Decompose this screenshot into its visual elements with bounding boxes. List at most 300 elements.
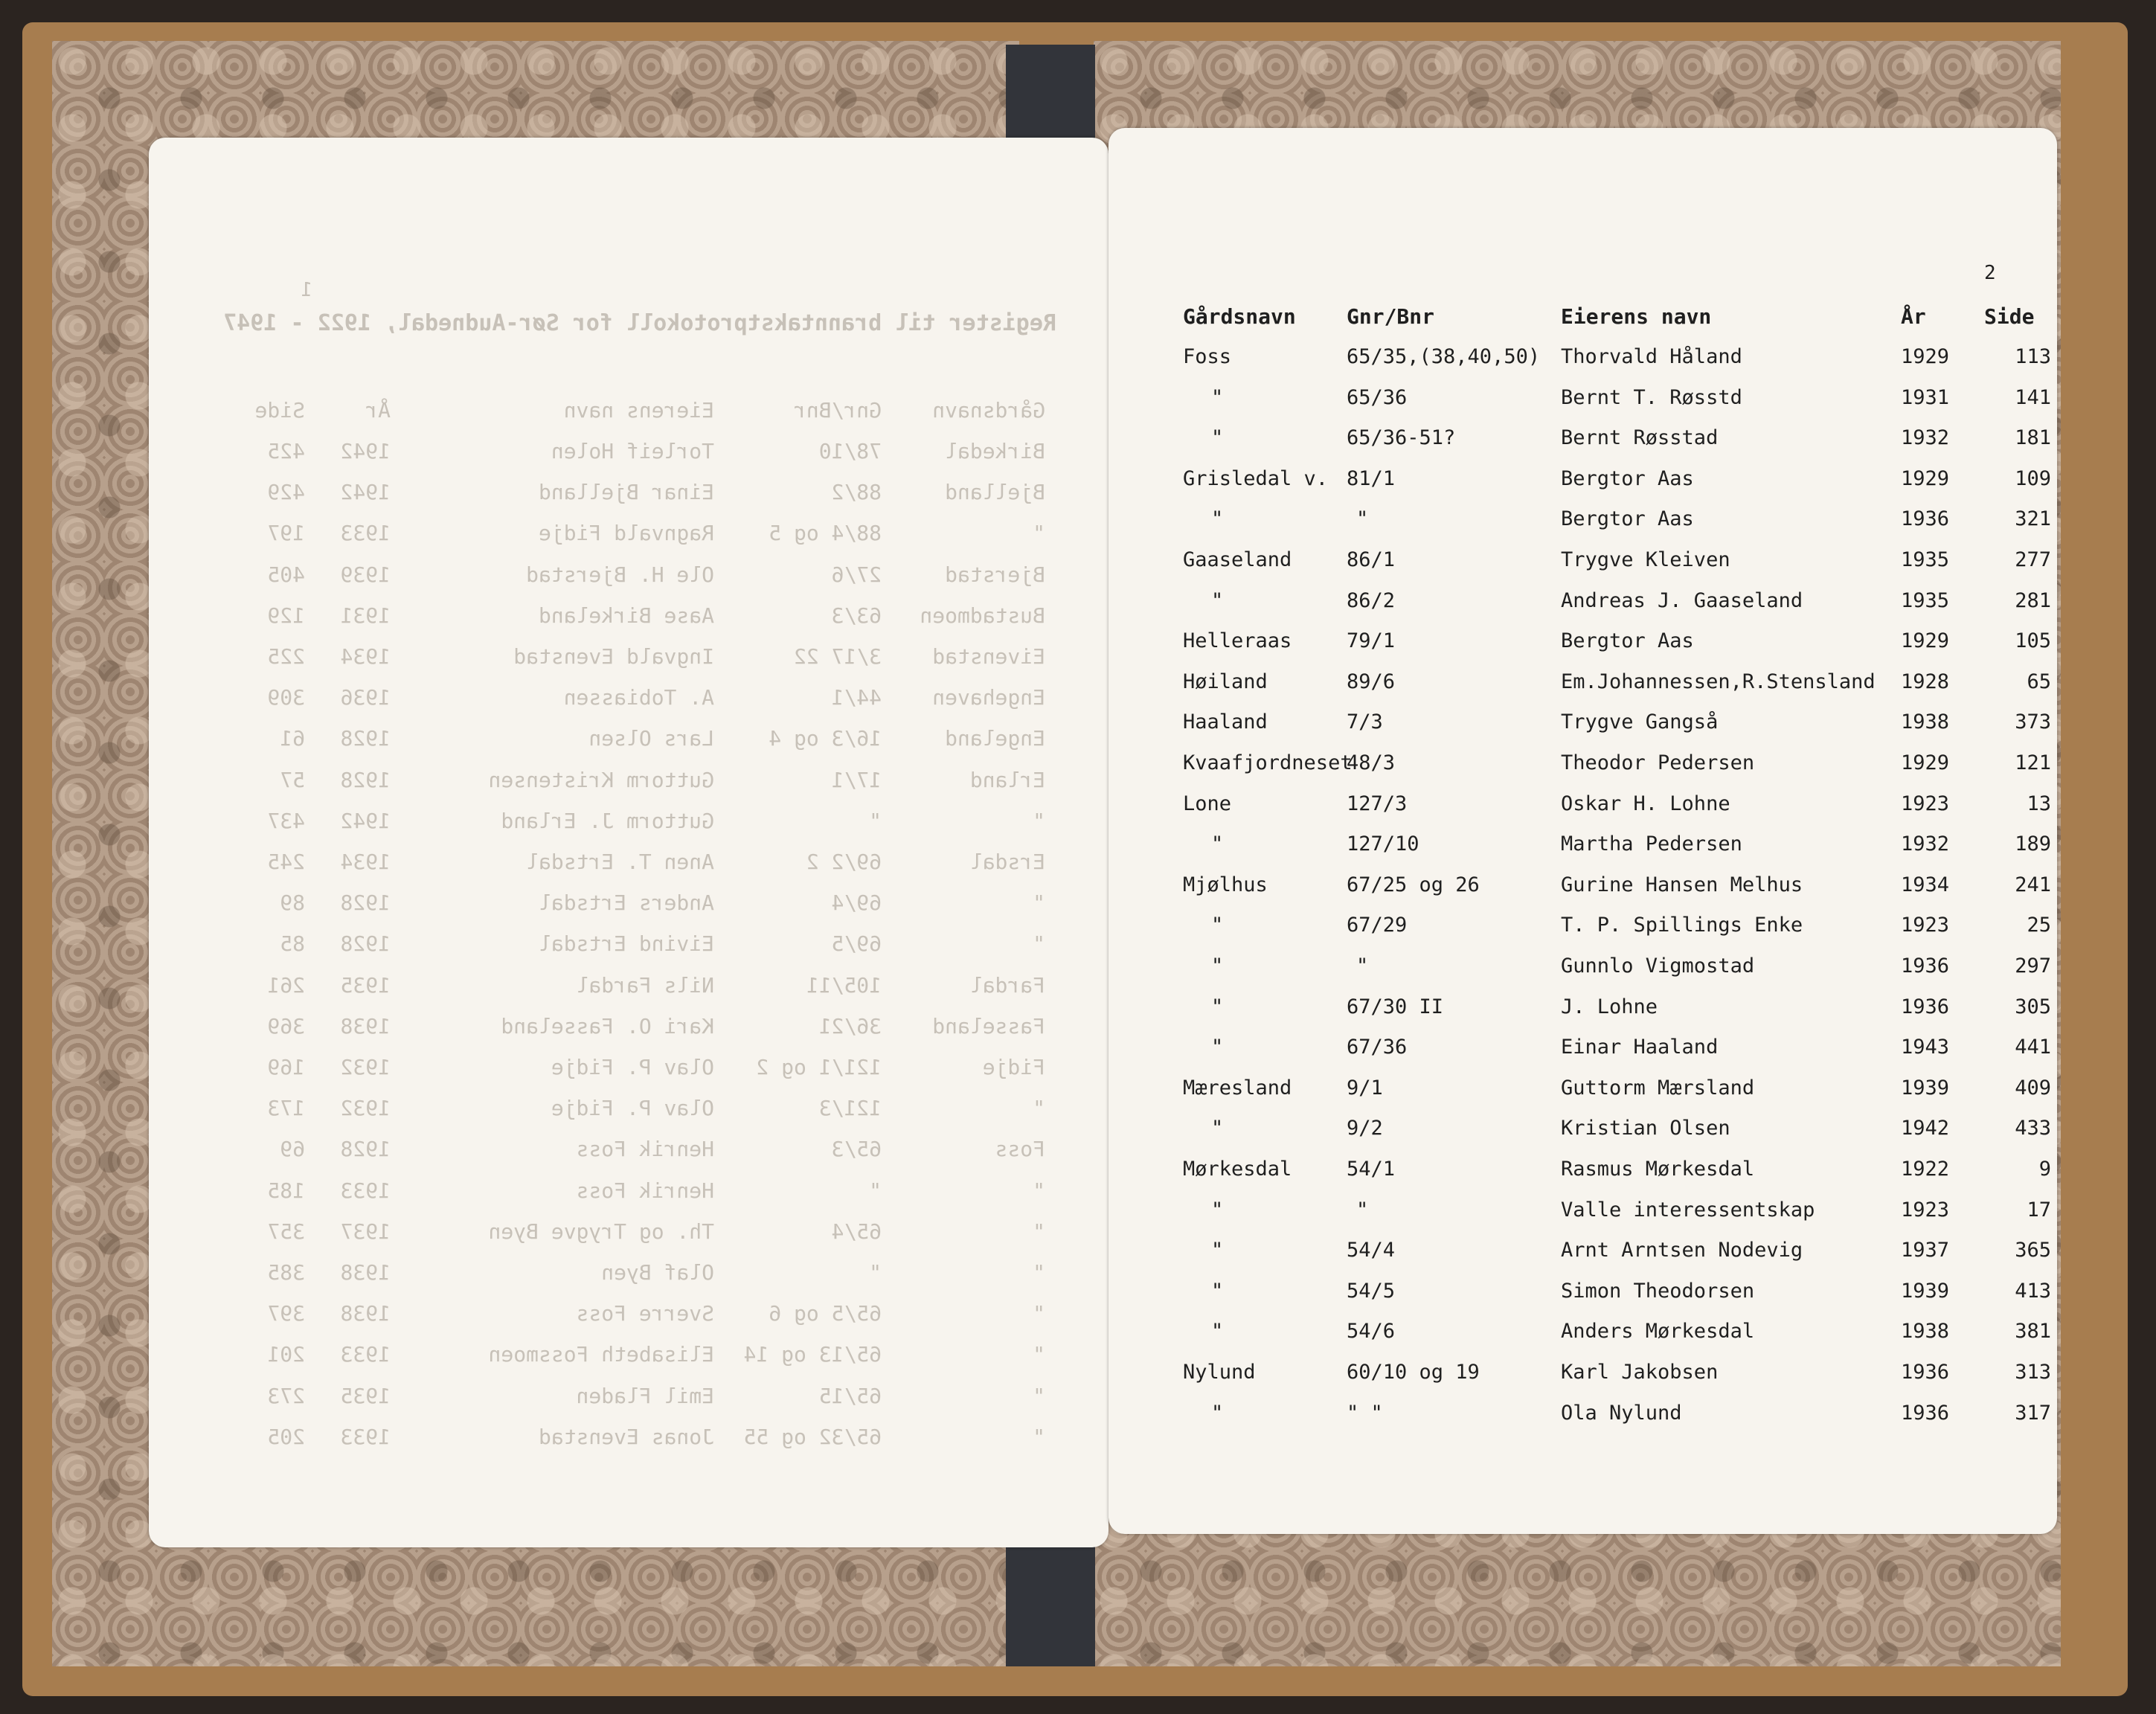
left-row-gnr: 65/4 [831, 1219, 882, 1244]
row-side: 241 [2015, 873, 2051, 896]
left-row-side: 245 [267, 850, 305, 874]
left-row-owner: Henrik Foss [576, 1137, 714, 1162]
left-row-year: 1942 [340, 480, 391, 505]
left-row-name: Birkedal [945, 439, 1045, 463]
row-eierens-navn: Thorvald Håland [1561, 345, 1742, 368]
header-ar: År [1901, 304, 1926, 329]
left-row-side: 89 [280, 890, 305, 916]
left-row-name: " [1033, 1178, 1045, 1203]
left-row-gnr: 121/1 og 2 [756, 1055, 882, 1079]
header-gardsnavn: Gårdsnavn [1183, 304, 1296, 329]
header-gnr-bnr: Gnr/Bnr [1347, 304, 1435, 329]
row-gnr-bnr: 60/10 og 19 [1347, 1361, 1480, 1384]
left-row-gnr: 105/11 [806, 972, 882, 998]
left-row-gnr: 69/5 [831, 931, 882, 957]
left-row-side: 85 [280, 931, 305, 957]
left-row-name: Fardal [969, 972, 1045, 998]
left-row-side: 197 [267, 521, 305, 546]
row-eierens-navn: Gurine Hansen Melhus [1561, 873, 1803, 896]
left-row-gnr: 78/10 [818, 439, 882, 463]
table-row [1109, 1402, 2057, 1442]
row-ar: 1936 [1901, 995, 1950, 1018]
row-side: 297 [2015, 954, 2051, 978]
left-row-owner: Lars Olsen [588, 726, 714, 751]
row-gardsnavn: " [1211, 385, 1224, 409]
row-ar: 1938 [1901, 1320, 1950, 1344]
left-row-owner: Emil Fladen [576, 1383, 714, 1408]
left-row-owner: Anen T. Ertsdal [526, 850, 714, 874]
table-row [1109, 548, 2057, 588]
row-gnr-bnr: 9/1 [1347, 1076, 1383, 1100]
row-gardsnavn: " [1211, 588, 1224, 612]
header-eierens-navn: Eierens navn [1561, 304, 1712, 329]
row-eierens-navn: Andreas J. Gaaseland [1561, 588, 1803, 612]
row-side: 105 [2015, 629, 2051, 653]
left-row-side: 405 [267, 562, 305, 587]
row-eierens-navn: Rasmus Mørkesdal [1561, 1158, 1755, 1181]
left-row-year: 1942 [340, 439, 391, 463]
row-ar: 1936 [1901, 1401, 1950, 1425]
left-row-gnr: 121/3 [818, 1096, 882, 1121]
left-row-gnr: 65/15 [818, 1383, 882, 1408]
left-row-owner: Torleif Holen [551, 439, 714, 463]
left-row-year: 1928 [340, 726, 391, 751]
left-row-owner: Ole H. Bjerstad [526, 562, 714, 587]
row-side: 113 [2015, 345, 2051, 368]
row-eierens-navn: Bernt Røsstad [1561, 426, 1719, 450]
row-ar: 1943 [1901, 1036, 1950, 1059]
row-gnr-bnr: 81/1 [1347, 466, 1396, 490]
left-row-year: 1937 [340, 1219, 391, 1244]
row-gnr-bnr: 54/6 [1347, 1320, 1396, 1344]
row-ar: 1938 [1901, 710, 1950, 734]
left-header-gnr: Gnr/Bnr [793, 398, 882, 423]
row-gardsnavn: " [1211, 1117, 1224, 1140]
left-row-side: 309 [267, 685, 305, 710]
row-eierens-navn: T. P. Spillings Enke [1561, 914, 1803, 937]
row-eierens-navn: Einar Haaland [1561, 1036, 1719, 1059]
row-ar: 1942 [1901, 1117, 1950, 1140]
header-side: Side [1984, 304, 2035, 329]
left-row-gnr: 44/1 [831, 685, 882, 710]
left-row-side: 69 [280, 1137, 305, 1162]
row-ar: 1932 [1901, 832, 1950, 856]
table-row [1109, 832, 2057, 873]
left-row-name: " [1033, 1424, 1045, 1449]
left-row-name: " [1033, 1301, 1045, 1326]
left-row-side: 369 [267, 1013, 305, 1039]
row-gardsnavn: Mjølhus [1183, 873, 1268, 896]
row-side: 413 [2015, 1279, 2051, 1303]
row-side: 277 [2015, 548, 2051, 571]
row-ar: 1928 [1901, 670, 1950, 693]
row-gardsnavn: " [1211, 1036, 1224, 1059]
left-row-name: Bustadmoen [920, 603, 1045, 628]
table-row [1109, 1361, 2057, 1401]
row-gnr-bnr: 67/29 [1347, 914, 1408, 937]
left-row-year: 1928 [340, 767, 391, 792]
left-row-name: Erland [969, 767, 1045, 792]
row-side: 141 [2015, 385, 2051, 409]
left-row-year: 1934 [340, 850, 391, 874]
row-gnr-bnr: 67/36 [1347, 1036, 1408, 1059]
left-row-gnr: 65/3 [831, 1137, 882, 1162]
left-row-gnr: " [869, 808, 882, 833]
row-side: 381 [2015, 1320, 2051, 1344]
left-row-year: 1931 [340, 603, 391, 628]
left-page [149, 138, 1109, 1547]
row-eierens-navn: Trygve Gangså [1561, 710, 1719, 734]
left-row-year: 1934 [340, 644, 391, 669]
table-row [1109, 914, 2057, 954]
row-gardsnavn: " [1211, 426, 1224, 450]
row-side: 433 [2015, 1117, 2051, 1140]
table-row [1109, 670, 2057, 710]
row-gardsnavn: Mørkesdal [1183, 1158, 1292, 1181]
right-page [1109, 128, 2057, 1534]
row-gardsnavn: Kvaafjordneset [1183, 751, 1353, 774]
row-eierens-navn: Em.Johannessen,R.Stensland [1561, 670, 1876, 693]
left-row-year: 1938 [340, 1301, 391, 1326]
left-page-bleed-through [149, 138, 1109, 1547]
row-side: 409 [2015, 1076, 2051, 1100]
row-gardsnavn: " [1211, 954, 1224, 978]
left-row-owner: Olav P. Fidje [551, 1055, 714, 1079]
left-row-year: 1938 [340, 1013, 391, 1039]
row-eierens-navn: Simon Theodorsen [1561, 1279, 1755, 1303]
left-row-year: 1932 [340, 1096, 391, 1121]
row-gnr-bnr: " [1356, 954, 1369, 978]
left-row-year: 1935 [340, 1383, 391, 1408]
table-row [1109, 426, 2057, 466]
row-side: 181 [2015, 426, 2051, 450]
row-eierens-navn: Bergtor Aas [1561, 507, 1694, 531]
table-row [1109, 1239, 2057, 1279]
row-gnr-bnr: 54/4 [1347, 1239, 1396, 1262]
row-gnr-bnr: 48/3 [1347, 751, 1396, 774]
row-gardsnavn: Grisledal v. [1183, 466, 1329, 490]
row-gnr-bnr: 127/3 [1347, 792, 1408, 815]
left-row-owner: Aase Birkeland [538, 603, 714, 628]
left-row-name: " [1033, 1219, 1045, 1244]
row-ar: 1937 [1901, 1239, 1950, 1262]
left-row-gnr: 69/2 2 [806, 850, 882, 874]
row-gardsnavn: " [1211, 1401, 1224, 1425]
left-row-owner: A. Tobiassen [563, 685, 714, 710]
table-row [1109, 1158, 2057, 1198]
left-row-owner: Ragnvald Fidje [538, 521, 714, 546]
row-gnr-bnr: 65/36 [1347, 385, 1408, 409]
row-ar: 1929 [1901, 629, 1950, 653]
left-row-name: Eivenstad [932, 644, 1045, 669]
row-gardsnavn: Haaland [1183, 710, 1268, 734]
left-row-gnr: 69/4 [831, 890, 882, 916]
left-row-name: " [1033, 521, 1045, 546]
table-row [1109, 1320, 2057, 1360]
left-row-owner: Guttorm Kristensen [488, 767, 714, 792]
left-row-gnr: 63/3 [831, 603, 882, 628]
left-row-gnr: 65/32 og 55 [743, 1424, 882, 1449]
row-gardsnavn: Foss [1183, 345, 1232, 368]
row-gnr-bnr: 127/10 [1347, 832, 1419, 856]
left-row-side: 397 [267, 1301, 305, 1326]
row-ar: 1929 [1901, 751, 1950, 774]
left-row-year: 1933 [340, 1342, 391, 1367]
row-side: 441 [2015, 1036, 2051, 1059]
left-row-gnr: 36/21 [818, 1013, 882, 1039]
row-gardsnavn: " [1211, 995, 1224, 1018]
left-row-owner: Elisabeth Fossmoen [488, 1342, 714, 1367]
left-row-side: 425 [267, 439, 305, 463]
row-side: 25 [2027, 914, 2051, 937]
left-row-gnr: " [869, 1260, 882, 1285]
row-gnr-bnr: 54/1 [1347, 1158, 1396, 1181]
left-row-side: 201 [267, 1342, 305, 1367]
left-row-side: 437 [267, 808, 305, 833]
row-gnr-bnr: " " [1347, 1401, 1383, 1425]
left-row-year: 1933 [340, 521, 391, 546]
row-gnr-bnr: " [1356, 1198, 1369, 1222]
left-row-owner: Anders Ertsdal [538, 890, 714, 916]
left-page-title: Register til branntakstprotokoll for Sør-Audnedal, 1922 - 1947 [223, 310, 1056, 336]
left-row-name: Bjerstad [945, 562, 1045, 587]
row-side: 9 [2038, 1158, 2051, 1181]
left-row-year: 1928 [340, 1137, 391, 1162]
row-ar: 1939 [1901, 1076, 1950, 1100]
row-ar: 1934 [1901, 873, 1950, 896]
row-ar: 1931 [1901, 385, 1950, 409]
row-side: 281 [2015, 588, 2051, 612]
row-eierens-navn: Valle interessentskap [1561, 1198, 1815, 1222]
row-gardsnavn: " [1211, 1198, 1224, 1222]
row-gnr-bnr: 65/36-51? [1347, 426, 1456, 450]
left-row-side: 173 [267, 1096, 305, 1121]
left-row-side: 205 [267, 1424, 305, 1449]
row-ar: 1923 [1901, 914, 1950, 937]
row-side: 65 [2027, 670, 2051, 693]
row-side: 373 [2015, 710, 2051, 734]
table-row [1109, 1198, 2057, 1239]
left-row-gnr: " [869, 1178, 882, 1203]
row-ar: 1922 [1901, 1158, 1950, 1181]
left-row-name: " [1033, 890, 1045, 916]
left-row-name: Fasseland [932, 1013, 1045, 1039]
left-row-owner: Einar Bjelland [538, 480, 714, 505]
left-row-side: 61 [280, 726, 305, 751]
row-ar: 1936 [1901, 954, 1950, 978]
left-row-side: 57 [280, 767, 305, 792]
table-row [1109, 1076, 2057, 1117]
row-eierens-navn: Guttorm Mærsland [1561, 1076, 1755, 1100]
left-row-name: Engehaven [932, 685, 1045, 710]
left-header-name: Gårdsnavn [932, 398, 1045, 423]
row-ar: 1935 [1901, 548, 1950, 571]
left-row-side: 185 [267, 1178, 305, 1203]
left-header-owner: Eierens navn [563, 398, 714, 423]
table-row [1109, 873, 2057, 914]
left-row-owner: Nils Fardal [576, 972, 714, 998]
row-eierens-navn: Bergtor Aas [1561, 629, 1694, 653]
row-gardsnavn: " [1211, 507, 1224, 531]
table-row [1109, 751, 2057, 792]
table-row [1109, 1036, 2057, 1076]
left-row-year: 1928 [340, 931, 391, 957]
left-row-owner: Henrik Foss [576, 1178, 714, 1203]
row-side: 13 [2027, 792, 2051, 815]
row-eierens-navn: Theodor Pedersen [1561, 751, 1755, 774]
table-row [1109, 345, 2057, 385]
left-row-name: " [1033, 1260, 1045, 1285]
left-row-gnr: 17/1 [831, 767, 882, 792]
left-row-side: 385 [267, 1260, 305, 1285]
left-row-name: Foss [995, 1137, 1045, 1162]
table-row [1109, 629, 2057, 670]
left-row-year: 1932 [340, 1055, 391, 1079]
row-side: 189 [2015, 832, 2051, 856]
left-row-year: 1935 [340, 972, 391, 998]
row-eierens-navn: Bergtor Aas [1561, 466, 1694, 490]
row-gnr-bnr: 7/3 [1347, 710, 1383, 734]
row-gnr-bnr: 86/2 [1347, 588, 1396, 612]
left-row-side: 429 [267, 480, 305, 505]
row-gnr-bnr: 67/30 II [1347, 995, 1444, 1018]
table-row [1109, 467, 2057, 507]
left-row-side: 261 [267, 972, 305, 998]
row-ar: 1923 [1901, 1198, 1950, 1222]
left-row-gnr: 27/6 [831, 562, 882, 587]
row-eierens-navn: Anders Mørkesdal [1561, 1320, 1755, 1344]
left-row-gnr: 16/3 og 4 [769, 726, 882, 751]
row-ar: 1935 [1901, 588, 1950, 612]
left-row-year: 1933 [340, 1178, 391, 1203]
row-gnr-bnr: 54/5 [1347, 1279, 1396, 1303]
row-eierens-navn: Arnt Arntsen Nodevig [1561, 1239, 1803, 1262]
left-row-gnr: 65/13 og 14 [743, 1342, 882, 1367]
row-gnr-bnr: 86/1 [1347, 548, 1396, 571]
row-side: 17 [2027, 1198, 2051, 1222]
table-row [1109, 1280, 2057, 1320]
row-gardsnavn: Høiland [1183, 670, 1268, 693]
left-row-owner: Kari O. Fasseland [501, 1013, 714, 1039]
left-header-side: Side [254, 398, 305, 423]
row-eierens-navn: J. Lohne [1561, 995, 1658, 1018]
row-gardsnavn: " [1211, 914, 1224, 937]
table-row [1109, 954, 2057, 995]
row-gardsnavn: Nylund [1183, 1361, 1256, 1384]
left-page-number: 1 [301, 279, 312, 301]
row-gardsnavn: " [1211, 1239, 1224, 1262]
left-row-name: Ersdal [969, 850, 1045, 874]
table-row [1109, 792, 2057, 832]
row-side: 365 [2015, 1239, 2051, 1262]
row-ar: 1923 [1901, 792, 1950, 815]
row-ar: 1929 [1901, 466, 1950, 490]
row-eierens-navn: Martha Pedersen [1561, 832, 1742, 856]
row-eierens-navn: Trygve Kleiven [1561, 548, 1730, 571]
left-row-name: " [1033, 808, 1045, 833]
left-row-owner: Olaf Byen [601, 1260, 714, 1285]
left-row-year: 1939 [340, 562, 391, 587]
left-row-owner: Guttorm J. Erland [501, 808, 714, 833]
row-gnr-bnr: 89/6 [1347, 670, 1396, 693]
table-row [1109, 386, 2057, 426]
row-side: 305 [2015, 995, 2051, 1018]
left-row-year: 1938 [340, 1260, 391, 1285]
row-side: 317 [2015, 1401, 2051, 1425]
left-row-year: 1936 [340, 685, 391, 710]
row-gardsnavn: " [1211, 832, 1224, 856]
row-gnr-bnr: " [1356, 507, 1369, 531]
left-row-name: " [1033, 931, 1045, 957]
left-row-owner: Jonas Evenstad [538, 1424, 714, 1449]
row-gnr-bnr: 67/25 og 26 [1347, 873, 1480, 896]
row-side: 321 [2015, 507, 2051, 531]
table-row [1109, 589, 2057, 629]
left-row-gnr: 88/4 og 5 [769, 521, 882, 546]
left-row-name: " [1033, 1383, 1045, 1408]
row-eierens-navn: Gunnlo Vigmostad [1561, 954, 1755, 978]
row-gnr-bnr: 65/35,(38,40,50) [1347, 345, 1541, 368]
left-row-side: 273 [267, 1383, 305, 1408]
left-row-side: 129 [267, 603, 305, 628]
row-gardsnavn: Gaaseland [1183, 548, 1292, 571]
left-row-year: 1928 [340, 890, 391, 916]
row-ar: 1932 [1901, 426, 1950, 450]
left-row-gnr: 88/2 [831, 480, 882, 505]
left-row-owner: Eivind Ertsdal [538, 931, 714, 957]
table-row [1109, 710, 2057, 751]
left-row-name: Engeland [945, 726, 1045, 751]
table-row [1109, 1117, 2057, 1157]
row-gardsnavn: " [1211, 1279, 1224, 1303]
left-row-owner: Olav P. Fidje [551, 1096, 714, 1121]
row-gardsnavn: " [1211, 1320, 1224, 1344]
row-gnr-bnr: 79/1 [1347, 629, 1396, 653]
row-eierens-navn: Kristian Olsen [1561, 1117, 1730, 1140]
left-row-owner: Sverre Foss [576, 1301, 714, 1326]
right-page-number: 2 [1984, 262, 1996, 284]
left-header-year: År [365, 398, 391, 423]
left-row-name: Fidje [982, 1055, 1045, 1079]
left-row-gnr: 65/5 og 6 [769, 1301, 882, 1326]
left-row-side: 169 [267, 1055, 305, 1079]
row-gardsnavn: Mæresland [1183, 1076, 1292, 1100]
table-row [1109, 507, 2057, 548]
row-side: 121 [2015, 751, 2051, 774]
left-row-name: " [1033, 1096, 1045, 1121]
row-ar: 1929 [1901, 345, 1950, 368]
row-gnr-bnr: 9/2 [1347, 1117, 1383, 1140]
left-row-side: 357 [267, 1219, 305, 1244]
left-row-side: 225 [267, 644, 305, 669]
row-gardsnavn: Lone [1183, 792, 1232, 815]
row-side: 109 [2015, 466, 2051, 490]
left-row-year: 1933 [340, 1424, 391, 1449]
table-row [1109, 995, 2057, 1036]
row-ar: 1936 [1901, 1361, 1950, 1384]
left-row-year: 1942 [340, 808, 391, 833]
row-eierens-navn: Bernt T. Røsstd [1561, 385, 1742, 409]
left-row-owner: Th. og Trygve Byen [488, 1219, 714, 1244]
left-row-owner: Ingvald Evenstad [513, 644, 714, 669]
row-eierens-navn: Oskar H. Lohne [1561, 792, 1730, 815]
left-row-name: " [1033, 1342, 1045, 1367]
left-row-gnr: 3/17 22 [793, 644, 882, 669]
row-side: 313 [2015, 1361, 2051, 1384]
row-eierens-navn: Karl Jakobsen [1561, 1361, 1719, 1384]
left-row-name: Bjelland [945, 480, 1045, 505]
row-ar: 1939 [1901, 1279, 1950, 1303]
